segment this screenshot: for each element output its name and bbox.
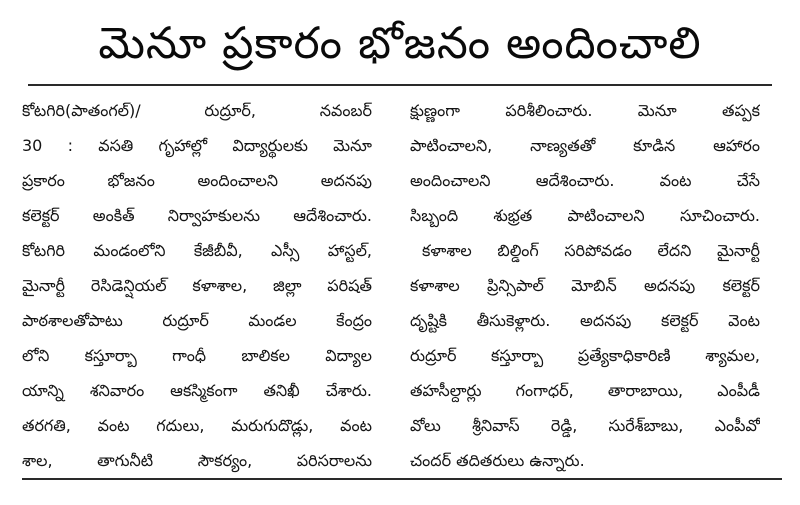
body-line: శాల, తాగునీటి సౌకర్యం, పరిసరాలను bbox=[22, 451, 372, 470]
body-line: మైనార్టీ రెసిడెన్షియల్ కళాశాల, జిల్లా పరిషత్ bbox=[22, 276, 372, 295]
body-line: దృష్టికి తీసుకెళ్లారు. అదనపు కలెక్టర్ వెంట bbox=[410, 311, 760, 330]
article-column-right bbox=[410, 93, 760, 478]
body-line: అందించాలని ఆదేశించారు. వంట చేసే bbox=[410, 171, 760, 190]
paragraph-start-line: కళాశాల బిల్డింగ్ సరిపోవడం లేదని మైనార్టీ bbox=[422, 241, 760, 260]
body-line: క్షుణ్ణంగా పరిశీలించారు. మెనూ తప్పక bbox=[410, 101, 760, 120]
article-headline: మెనూ ప్రకారం భోజనం అందించాలి bbox=[98, 18, 702, 69]
body-line: యాన్ని శనివారం ఆకస్మికంగా తనిఖీ చేశారు. bbox=[22, 381, 372, 400]
headline-divider bbox=[28, 84, 772, 86]
body-line: పాఠశాలతోపాటు రుద్రూర్ మండల కేంద్రం bbox=[22, 311, 372, 330]
body-line: కళాశాల ప్రిన్సిపాల్ మోబిన్ అదనపు కలెక్టర్ bbox=[410, 276, 760, 295]
body-line: ప్రకారం భోజనం అందించాలని అదనపు bbox=[22, 171, 372, 190]
body-line: పాటించాలని, నాణ్యతతో కూడిన ఆహారం bbox=[410, 136, 760, 155]
body-line: కలెక్టర్ అంకిత్ నిర్వాహకులను ఆదేశించారు. bbox=[22, 206, 372, 225]
body-line-last: చందర్ తదితరులు ఉన్నారు. bbox=[410, 451, 585, 470]
body-line: కోటగిరి మండంలోని కేజీబీవీ, ఎస్సీ హాస్టల్, bbox=[22, 241, 372, 260]
article-column-left bbox=[22, 93, 372, 478]
body-line: లోని కస్తూర్బా గాంధీ బాలికల విద్యాల bbox=[22, 346, 372, 365]
body-line: తరగతి, వంట గదులు, మరుగుదొడ్లు, వంట bbox=[22, 416, 372, 435]
footer-divider bbox=[22, 478, 782, 480]
body-line: 30 : వసతి గృహాల్లో విద్యార్థులకు మెనూ bbox=[22, 136, 372, 155]
body-line: వోలు శ్రీనివాస్ రెడ్డి, సురేశ్‌బాబు, ఎంపీవో bbox=[410, 416, 760, 435]
body-line: సిబ్బంది శుభ్రత పాటించాలని సూచించారు. bbox=[410, 206, 760, 225]
body-line: తహసీల్దార్లు గంగాధర్, తారాబాయి, ఎంపీడీ bbox=[410, 381, 760, 400]
body-line: రుద్రూర్ కస్తూర్బా ప్రత్యేకాధికారిణి శ్యామల, bbox=[410, 346, 760, 365]
body-line: కోటగిరి(పాతంగల్)/ రుద్రూర్, నవంబర్ bbox=[22, 101, 372, 120]
